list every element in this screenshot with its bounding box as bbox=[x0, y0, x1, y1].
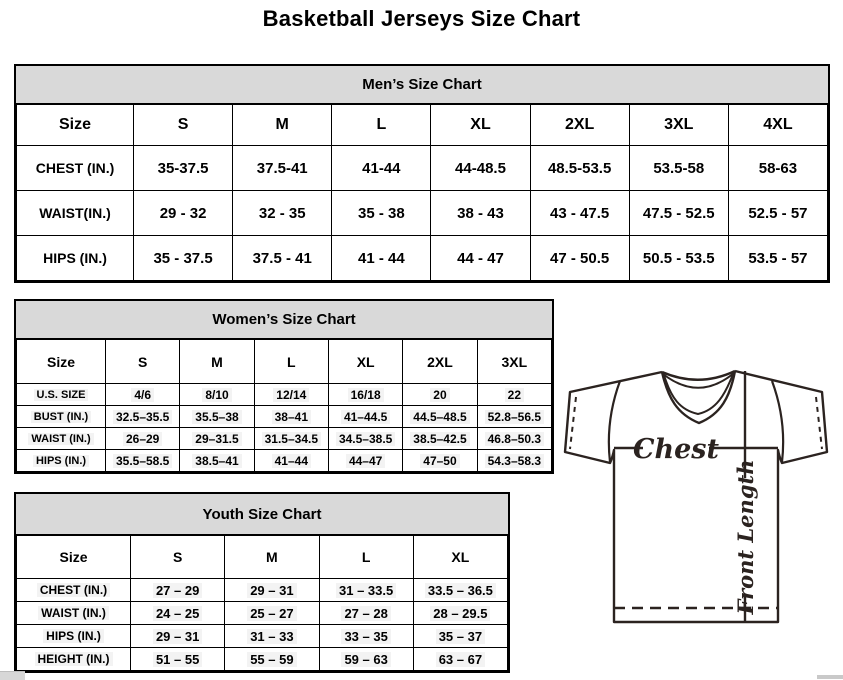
size-value-cell bbox=[254, 428, 328, 450]
mens-table-header bbox=[17, 105, 828, 146]
size-value-cell bbox=[319, 648, 413, 671]
size-value-cell bbox=[403, 406, 477, 428]
size-header-cell: 2XL bbox=[530, 105, 629, 146]
cell-text: 41–44 bbox=[272, 454, 311, 468]
cell-text: U.S. SIZE bbox=[34, 389, 89, 401]
size-value-cell bbox=[106, 384, 180, 406]
size-value-cell: 44 - 47 bbox=[431, 236, 530, 281]
sleeve-stitch-left bbox=[570, 397, 576, 449]
cell-text: 31 – 33.5 bbox=[336, 583, 396, 598]
size-value-cell: 29 - 32 bbox=[134, 191, 233, 236]
cell-text: HIPS (IN.) bbox=[33, 455, 89, 467]
cell-text: 38.5–42.5 bbox=[410, 432, 469, 446]
chest-label: Chest bbox=[633, 434, 719, 465]
cell-text: 52.8–56.5 bbox=[485, 410, 544, 424]
size-value-cell bbox=[413, 602, 507, 625]
jersey-diagram bbox=[563, 366, 831, 628]
cell-text: 31 – 33 bbox=[247, 629, 296, 644]
size-column-label: Size bbox=[17, 105, 134, 146]
jersey-outline bbox=[565, 371, 827, 622]
table-row bbox=[17, 146, 828, 191]
table-header-row bbox=[17, 340, 552, 384]
cell-text: HIPS (IN.) bbox=[43, 629, 104, 643]
size-value-cell: 35 - 38 bbox=[332, 191, 431, 236]
row-label bbox=[17, 625, 131, 648]
womens-table-body bbox=[17, 384, 552, 472]
page-title: Basketball Jerseys Size Chart bbox=[262, 6, 581, 31]
size-header-cell: XL bbox=[413, 536, 507, 579]
size-value-cell bbox=[225, 602, 319, 625]
cell-text: 26–29 bbox=[123, 432, 162, 446]
collar-arc-outer bbox=[662, 371, 735, 380]
size-header-cell: S bbox=[106, 340, 180, 384]
size-value-cell: 47 - 50.5 bbox=[530, 236, 629, 281]
size-value-cell bbox=[319, 602, 413, 625]
size-value-cell bbox=[180, 450, 254, 472]
cell-text: 44.5–48.5 bbox=[410, 410, 469, 424]
size-value-cell bbox=[477, 384, 551, 406]
cell-text: 41–44.5 bbox=[341, 410, 390, 424]
size-value-cell bbox=[131, 579, 225, 602]
cell-text: 35 – 37 bbox=[436, 629, 485, 644]
size-value-cell: 58-63 bbox=[728, 146, 827, 191]
size-header-cell: L bbox=[332, 105, 431, 146]
cell-text: 55 – 59 bbox=[247, 652, 296, 667]
size-value-cell: 32 - 35 bbox=[233, 191, 332, 236]
cell-text: 4/6 bbox=[131, 388, 154, 402]
womens-table-title: Women’s Size Chart bbox=[16, 301, 552, 339]
size-value-cell: 41-44 bbox=[332, 146, 431, 191]
size-value-cell bbox=[413, 625, 507, 648]
size-value-cell bbox=[254, 384, 328, 406]
table-row bbox=[17, 384, 552, 406]
size-value-cell: 35-37.5 bbox=[134, 146, 233, 191]
size-value-cell bbox=[131, 648, 225, 671]
size-header-cell: XL bbox=[431, 105, 530, 146]
size-header-cell: S bbox=[134, 105, 233, 146]
cell-text: 29 – 31 bbox=[153, 629, 202, 644]
size-value-cell: 37.5-41 bbox=[233, 146, 332, 191]
table-row bbox=[17, 191, 828, 236]
womens-size-chart-table bbox=[14, 299, 554, 474]
table-row bbox=[17, 648, 508, 671]
cell-text: 59 – 63 bbox=[341, 652, 390, 667]
cell-text: 51 – 55 bbox=[153, 652, 202, 667]
table-header-row bbox=[17, 536, 508, 579]
cell-text: 8/10 bbox=[202, 388, 231, 402]
size-value-cell: 48.5-53.5 bbox=[530, 146, 629, 191]
size-value-cell bbox=[328, 406, 402, 428]
size-value-cell bbox=[403, 450, 477, 472]
size-column-label: Size bbox=[17, 340, 106, 384]
size-value-cell bbox=[254, 406, 328, 428]
row-label: CHEST (IN.) bbox=[17, 146, 134, 191]
scrollbar-fragment-right[interactable] bbox=[817, 675, 843, 679]
womens-table-header bbox=[17, 340, 552, 384]
size-value-cell: 37.5 - 41 bbox=[233, 236, 332, 281]
table-row bbox=[17, 406, 552, 428]
cell-text: 46.8–50.3 bbox=[485, 432, 544, 446]
cell-text: 54.3–58.3 bbox=[485, 454, 544, 468]
table-header-row bbox=[17, 105, 828, 146]
cell-text: 25 – 27 bbox=[247, 606, 296, 621]
sleeve-stitch-right bbox=[816, 397, 822, 449]
size-header-cell: M bbox=[180, 340, 254, 384]
size-value-cell bbox=[106, 428, 180, 450]
size-value-cell bbox=[180, 384, 254, 406]
youth-size-chart-table bbox=[14, 492, 510, 673]
row-label: WAIST(IN.) bbox=[17, 191, 134, 236]
cell-text: WAIST (IN.) bbox=[38, 606, 109, 620]
cell-text: 33.5 – 36.5 bbox=[425, 583, 496, 598]
size-value-cell bbox=[225, 625, 319, 648]
cell-text: 32.5–35.5 bbox=[113, 410, 172, 424]
front-length-label: Front Length bbox=[733, 459, 758, 615]
size-value-cell: 38 - 43 bbox=[431, 191, 530, 236]
size-value-cell bbox=[319, 579, 413, 602]
mens-size-chart-table bbox=[14, 64, 830, 283]
cell-text: 44–47 bbox=[346, 454, 385, 468]
row-label bbox=[17, 450, 106, 472]
cell-text: 63 – 67 bbox=[436, 652, 485, 667]
cell-text: 35.5–38 bbox=[192, 410, 241, 424]
size-value-cell bbox=[328, 428, 402, 450]
cell-text: 29–31.5 bbox=[192, 432, 241, 446]
size-value-cell: 50.5 - 53.5 bbox=[629, 236, 728, 281]
size-value-cell bbox=[477, 428, 551, 450]
mens-table-title: Men’s Size Chart bbox=[16, 66, 828, 104]
cell-text: CHEST (IN.) bbox=[37, 583, 110, 597]
size-header-cell: 2XL bbox=[403, 340, 477, 384]
size-header-cell: M bbox=[225, 536, 319, 579]
size-value-cell bbox=[328, 450, 402, 472]
size-header-cell: 3XL bbox=[477, 340, 551, 384]
size-header-cell: L bbox=[254, 340, 328, 384]
cell-text: 47–50 bbox=[420, 454, 459, 468]
cell-text: 29 – 31 bbox=[247, 583, 296, 598]
size-value-cell: 35 - 37.5 bbox=[134, 236, 233, 281]
size-value-cell bbox=[106, 406, 180, 428]
size-header-cell: 4XL bbox=[728, 105, 827, 146]
size-value-cell bbox=[225, 648, 319, 671]
youth-table-title: Youth Size Chart bbox=[16, 494, 508, 535]
table-row bbox=[17, 236, 828, 281]
size-header-cell: 3XL bbox=[629, 105, 728, 146]
table-row bbox=[17, 428, 552, 450]
size-header-cell: M bbox=[233, 105, 332, 146]
size-value-cell bbox=[477, 450, 551, 472]
mens-table-body bbox=[17, 146, 828, 281]
cell-text: 27 – 29 bbox=[153, 583, 202, 598]
table-row bbox=[17, 450, 552, 472]
size-header-cell: S bbox=[131, 536, 225, 579]
size-value-cell bbox=[131, 602, 225, 625]
size-column-label: Size bbox=[17, 536, 131, 579]
cell-text: 33 – 35 bbox=[341, 629, 390, 644]
cell-text: 24 – 25 bbox=[153, 606, 202, 621]
size-value-cell bbox=[403, 428, 477, 450]
size-value-cell bbox=[106, 450, 180, 472]
size-value-cell bbox=[254, 450, 328, 472]
cell-text: HEIGHT (IN.) bbox=[35, 652, 113, 666]
cell-text: WAIST (IN.) bbox=[28, 433, 93, 445]
size-value-cell: 44-48.5 bbox=[431, 146, 530, 191]
cell-text: 38.5–41 bbox=[192, 454, 241, 468]
size-value-cell bbox=[413, 579, 507, 602]
table-row bbox=[17, 602, 508, 625]
row-label: HIPS (IN.) bbox=[17, 236, 134, 281]
row-label bbox=[17, 384, 106, 406]
size-value-cell: 41 - 44 bbox=[332, 236, 431, 281]
cell-text: 35.5–58.5 bbox=[113, 454, 172, 468]
cell-text: 34.5–38.5 bbox=[336, 432, 395, 446]
size-value-cell bbox=[180, 406, 254, 428]
table-row bbox=[17, 625, 508, 648]
cell-text: 31.5–34.5 bbox=[262, 432, 321, 446]
youth-table-header bbox=[17, 536, 508, 579]
size-value-cell bbox=[319, 625, 413, 648]
size-value-cell bbox=[403, 384, 477, 406]
size-header-cell: L bbox=[319, 536, 413, 579]
cell-text: BUST (IN.) bbox=[31, 411, 91, 423]
size-value-cell: 52.5 - 57 bbox=[728, 191, 827, 236]
table-row bbox=[17, 579, 508, 602]
row-label bbox=[17, 602, 131, 625]
size-value-cell bbox=[225, 579, 319, 602]
size-value-cell bbox=[477, 406, 551, 428]
cell-text: 20 bbox=[430, 388, 449, 402]
size-value-cell bbox=[328, 384, 402, 406]
size-value-cell: 47.5 - 52.5 bbox=[629, 191, 728, 236]
size-value-cell bbox=[131, 625, 225, 648]
cell-text: 16/18 bbox=[348, 388, 384, 402]
youth-table-body bbox=[17, 579, 508, 671]
size-value-cell bbox=[413, 648, 507, 671]
row-label bbox=[17, 428, 106, 450]
cell-text: 28 – 29.5 bbox=[430, 606, 490, 621]
size-value-cell bbox=[180, 428, 254, 450]
cell-text: 22 bbox=[505, 388, 524, 402]
row-label bbox=[17, 579, 131, 602]
size-header-cell: XL bbox=[328, 340, 402, 384]
row-label bbox=[17, 648, 131, 671]
cell-text: 38–41 bbox=[272, 410, 311, 424]
size-value-cell: 53.5-58 bbox=[629, 146, 728, 191]
cell-text: 12/14 bbox=[273, 388, 309, 402]
cell-text: 27 – 28 bbox=[341, 606, 390, 621]
size-value-cell: 43 - 47.5 bbox=[530, 191, 629, 236]
size-value-cell: 53.5 - 57 bbox=[728, 236, 827, 281]
row-label bbox=[17, 406, 106, 428]
